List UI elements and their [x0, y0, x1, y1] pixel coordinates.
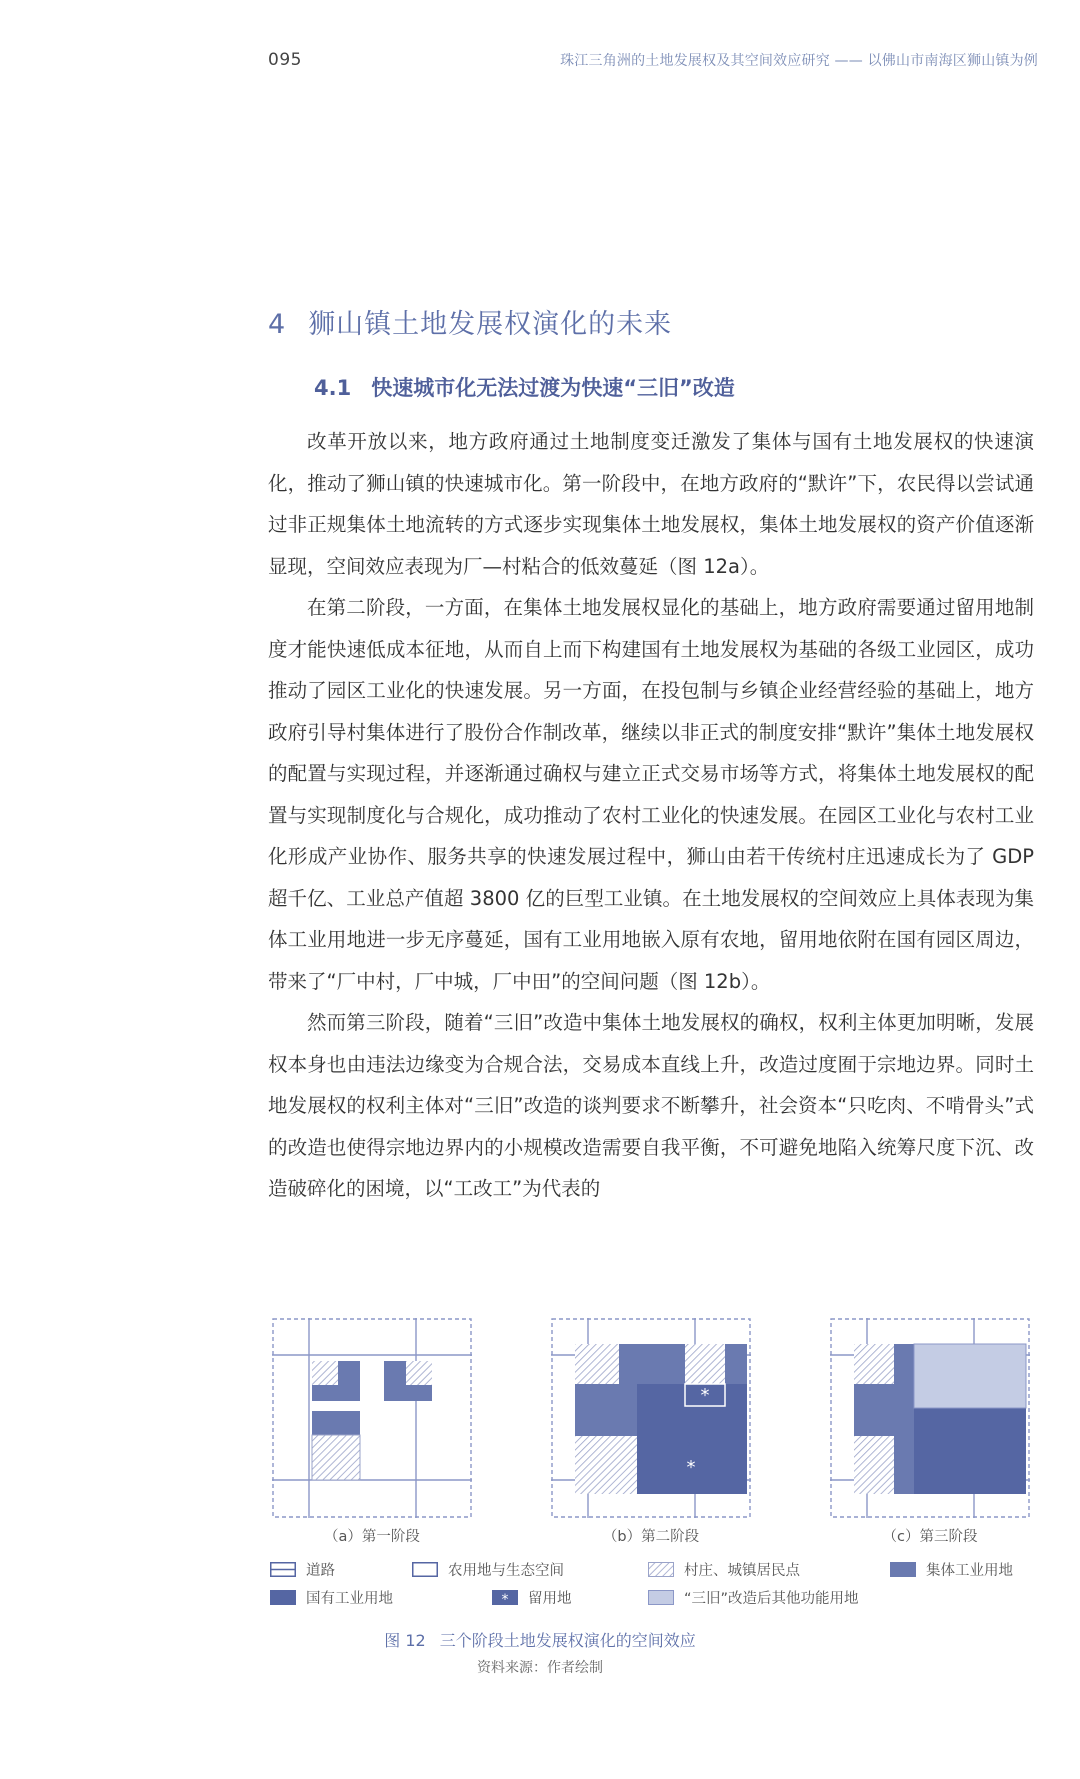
legend-agri-swatch [412, 1562, 438, 1577]
panel-a-caption: （a）第一阶段 [324, 1529, 420, 1545]
legend-road-label: 道路 [306, 1563, 335, 1579]
panel-a-collective-3 [312, 1411, 360, 1435]
legend-retained-mark: * [501, 1592, 509, 1605]
legend-retained [492, 1587, 572, 1608]
legend-state-label: 国有工业用地 [306, 1591, 393, 1607]
panel-a-village-2 [406, 1361, 432, 1385]
panel-c-village-2 [854, 1436, 894, 1494]
legend-collective [890, 1559, 1013, 1580]
panel-a-diagram [272, 1318, 472, 1518]
section-heading [268, 302, 672, 341]
page-number: 095 [268, 50, 302, 70]
figure-12 [268, 1318, 1034, 1558]
legend-village [648, 1559, 800, 1580]
paragraph-2: 在第二阶段，一方面，在集体土地发展权显化的基础上，地方政府需要通过留用地制度才能快速低成本征地，从而自上而下构建国有土地发展权为基础的各级工业园区，成功推动了园区工业化的快速发展。另一方面，在投包制与乡镇企业经营经验的基础上，地方政府引导村集体进行了股份合作制改革，继续以非正式的制度安排“默许”集体土地发展权的配置与实现过程，并逐渐通过确权与建立正式交易市场等方式，将集体土地发展权的配置与实现制度化与合规化，成功推动了农村工业化的快速发展。在园区工业化与农村工业化形成产业协作、服务共享的快速发展过程中，狮山由若干传统村庄迅速成长为了 GDP 超千亿、工业总产值超 3800 亿的巨型工业镇。在土地发展权的空间效应上具体表现为集体工业用地进一步无序蔓延，国有工业用地嵌入原有农地，留用地依附在国有园区周边，带来了“厂中村，厂中城，厂中田”的空间问题（图 12b）。 [268, 596, 1034, 993]
panel-c-caption: （c）第三阶段 [882, 1529, 978, 1545]
body-text [268, 421, 1034, 1210]
legend-collective-swatch [890, 1562, 916, 1577]
legend-agri-label: 农用地与生态空间 [448, 1563, 564, 1579]
legend-village-label: 村庄、城镇居民点 [684, 1563, 800, 1579]
paragraph-1: 改革开放以来，地方政府通过土地制度变迁激发了集体与国有土地发展权的快速演化，推动了狮山镇的快速城市化。第一阶段中，在地方政府的“默许”下，农民得以尝试通过非正规集体土地流转的方式逐步实现集体土地发展权，集体土地发展权的资产价值逐渐显现，空间效应表现为厂—村粘合的低效蔓延（图 12a）。 [268, 430, 1034, 578]
legend-state [270, 1587, 393, 1608]
panel-a-village-1 [312, 1361, 338, 1385]
legend-retained-swatch [492, 1590, 518, 1605]
legend-collective-label: 集体工业用地 [926, 1563, 1013, 1579]
panel-b-village-1 [575, 1344, 619, 1384]
figure-caption [0, 1628, 1080, 1651]
figure-source: 资料来源：作者绘制 [477, 1660, 603, 1676]
panel-c-village-1 [854, 1344, 894, 1384]
panel-c-diagram [830, 1318, 1030, 1518]
legend-road-swatch [270, 1562, 296, 1577]
legend-agri [412, 1559, 564, 1580]
legend-renewal [648, 1587, 859, 1608]
legend-state-swatch [270, 1590, 296, 1605]
panel-b-village-3 [575, 1436, 637, 1494]
figure-title: 三个阶段土地发展权演化的空间效应 [439, 1631, 696, 1650]
legend-retained-label: 留用地 [528, 1591, 572, 1607]
subsection-number: 4.1 [314, 376, 352, 400]
panel-b-diagram [551, 1318, 751, 1518]
panel-b-retained-2-mark: * [686, 1457, 696, 1478]
subsection-title: 快速城市化无法过渡为快速“三旧”改造 [371, 376, 735, 400]
panel-b-retained-1-mark: * [700, 1385, 710, 1406]
panel-a-village-3 [312, 1435, 360, 1480]
subsection-heading [314, 372, 735, 402]
section-title: 狮山镇土地发展权演化的未来 [308, 309, 673, 340]
legend-road [270, 1559, 335, 1580]
panel-b-caption: （b）第二阶段 [602, 1529, 700, 1545]
panel-c-renewal [914, 1344, 1026, 1408]
paragraph-3: 然而第三阶段，随着“三旧”改造中集体土地发展权的确权，权利主体更加明晰，发展权本身也由违法边缘变为合规合法，交易成本直线上升，改造过度囿于宗地边界。同时土地发展权的权利主体对“三旧”改造的谈判要求不断攀升，社会资本“只吃肉、不啃骨头”式的改造也使得宗地边界内的小规模改造需要自我平衡，不可避免地陷入统筹尺度下沉、改造破碎化的困境，以“工改工”为代表的 [268, 1011, 1034, 1200]
panel-a-frame [273, 1319, 471, 1517]
figure-legend [270, 1559, 1040, 1619]
legend-renewal-label: “三旧”改造后其他功能用地 [684, 1591, 859, 1607]
section-number: 4 [268, 309, 287, 340]
panel-b-village-2 [685, 1344, 725, 1384]
legend-village-swatch [648, 1562, 674, 1577]
figure-number: 图 12 [384, 1631, 426, 1650]
running-title: 珠江三角洲的土地发展权及其空间效应研究 —— 以佛山市南海区狮山镇为例 [560, 53, 1038, 69]
legend-renewal-swatch [648, 1590, 674, 1605]
panel-b-state-1 [637, 1418, 747, 1494]
